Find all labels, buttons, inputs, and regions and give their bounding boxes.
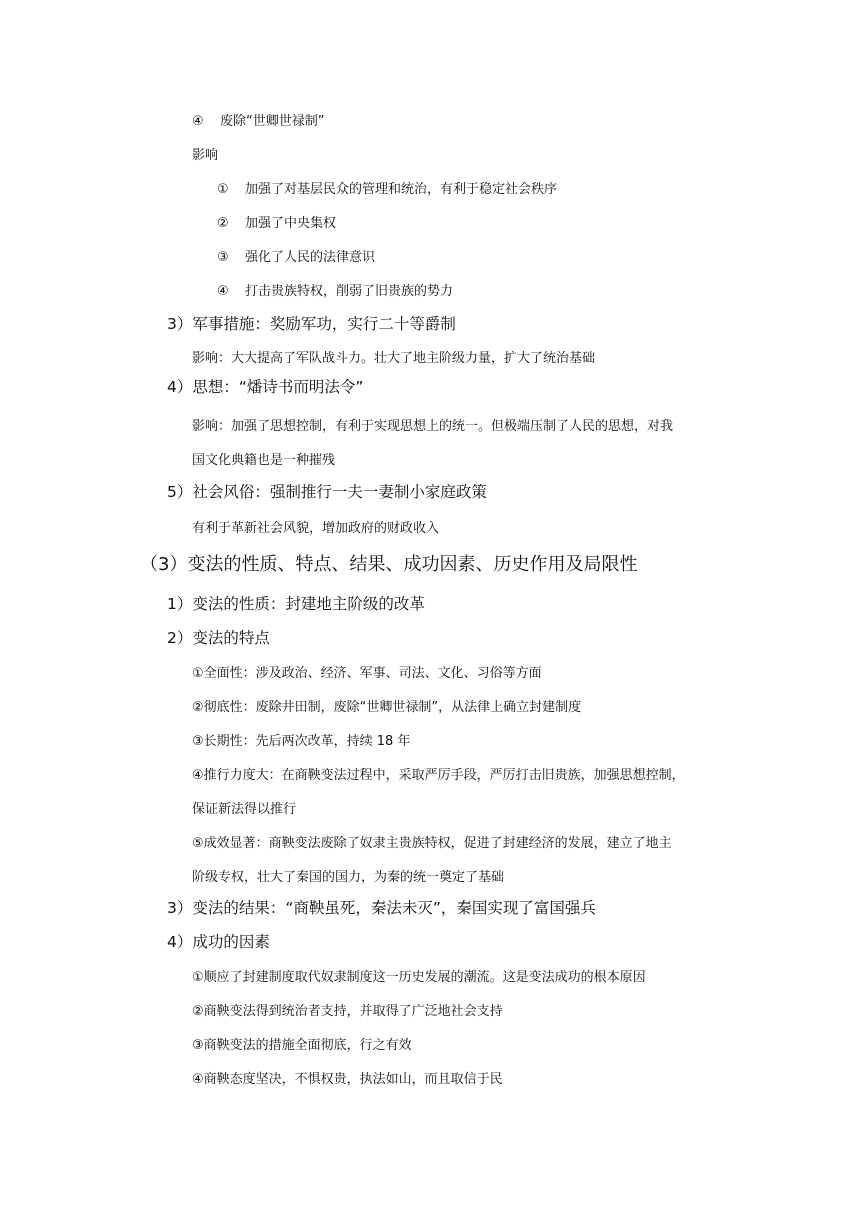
subheading-result: 3）变法的结果：“商鞅虽死，秦法未灭”，秦国实现了富国强兵 <box>167 899 596 917</box>
subheading-success-factors: 4）成功的因素 <box>167 933 270 951</box>
section-heading-3: （3）变法的性质、特点、结果、成功因素、历史作用及局限性 <box>140 554 638 575</box>
impact-item-4 <box>217 285 453 298</box>
list-text: 打击贵族特权，削弱了旧贵族的势力 <box>245 284 454 299</box>
customs-impact: 有利于革新社会风貌，增加政府的财政收入 <box>192 521 440 536</box>
impact-item-2 <box>217 217 336 230</box>
factor-1: ①顺应了封建制度取代奴隶制度这一历史发展的潮流。这是变法成功的根本原因 <box>192 970 646 985</box>
factor-4: ④商鞅态度坚决，不惧权贵，执法如山，而且取信于民 <box>192 1072 503 1087</box>
feature-3: ③长期性：先后两次改革，持续 18 年 <box>192 734 411 749</box>
military-impact: 影响：大大提高了军队战斗力。壮大了地主阶级力量，扩大了统治基础 <box>192 351 596 366</box>
list-text: 废除“世卿世禄制” <box>220 114 325 129</box>
subheading-nature: 1）变法的性质：封建地主阶级的改革 <box>167 595 425 613</box>
subheading-features: 2）变法的特点 <box>167 629 270 647</box>
feature-4-line-1: ④推行力度大：在商鞅变法过程中，采取严厉手段，严厉打击旧贵族，加强思想控制， <box>192 768 685 783</box>
list-text: 加强了对基层民众的管理和统治，有利于稳定社会秩序 <box>245 182 558 197</box>
list-text: 加强了中央集权 <box>245 216 337 231</box>
list-number: ② <box>217 216 229 231</box>
feature-5-line-1: ⑤成效显著：商鞅变法废除了奴隶主贵族特权，促进了封建经济的发展，建立了地主 <box>192 836 672 851</box>
thought-impact-line-1: 影响：加强了思想控制，有利于实现思想上的统一。但极端压制了人民的思想，对我 <box>192 419 674 434</box>
list-number: ① <box>217 182 229 197</box>
list-number: ④ <box>217 284 229 299</box>
subheading-customs: 5）社会风俗：强制推行一夫一妻制小家庭政策 <box>167 483 487 501</box>
list-number: ③ <box>217 250 229 265</box>
feature-2: ②彻底性：废除井田制，废除“世卿世禄制”，从法律上确立封建制度 <box>192 700 582 715</box>
feature-4-line-2: 保证新法得以推行 <box>192 802 297 817</box>
factor-3: ③商鞅变法的措施全面彻底，行之有效 <box>192 1038 412 1053</box>
impact-label: 影响 <box>192 148 219 163</box>
thought-impact-line-2: 国文化典籍也是一种摧残 <box>192 453 336 468</box>
list-number: ④ <box>192 114 204 129</box>
factor-2: ②商鞅变法得到统治者支持，并取得了广泛地社会支持 <box>192 1004 503 1019</box>
subheading-military: 3）军事措施：奖励军功，实行二十等爵制 <box>167 315 456 333</box>
list-item-abolish-hereditary <box>192 115 324 128</box>
list-text: 强化了人民的法律意识 <box>245 250 376 265</box>
feature-1: ①全面性：涉及政治、经济、军事、司法、文化、习俗等方面 <box>192 666 542 681</box>
feature-5-line-2: 阶级专权，壮大了秦国的国力，为秦的统一奠定了基础 <box>192 870 505 885</box>
impact-item-1 <box>217 183 557 196</box>
impact-item-3 <box>217 251 375 264</box>
subheading-thought: 4）思想：“燔诗书而明法令” <box>167 378 364 396</box>
